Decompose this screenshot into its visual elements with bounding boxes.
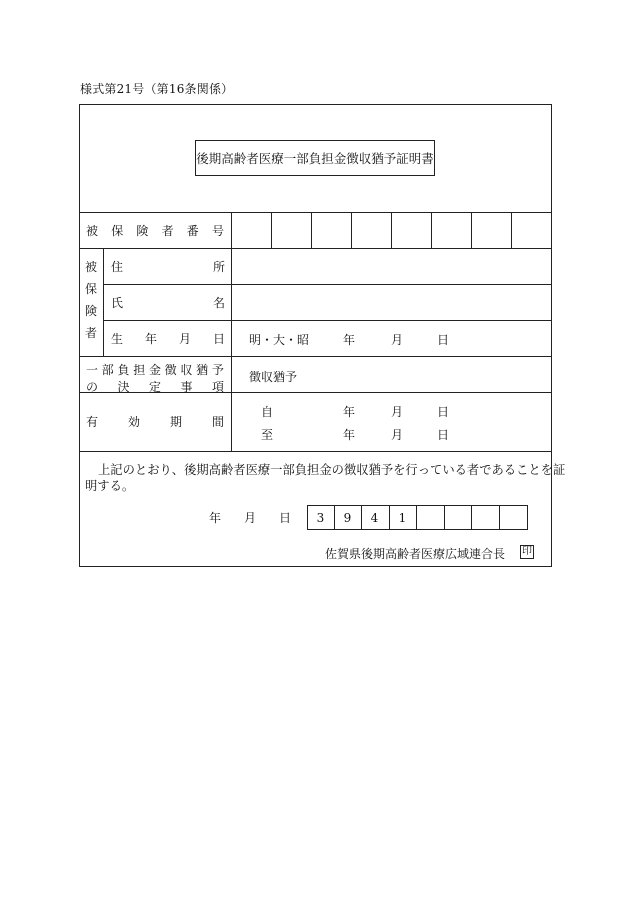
- certification-text-line2: 明する。: [85, 479, 135, 493]
- issuer-code-digit: [471, 506, 498, 529]
- issuer-code-digit: [499, 506, 526, 529]
- issuer-code-digit: [444, 506, 471, 529]
- issuer-name: 佐賀県後期高齢者医療広域連合長: [325, 547, 506, 561]
- decision-label: 一 部 負 担 金 徴 収 猶 予 の 決 定 事 項: [86, 363, 224, 394]
- name-label: 氏 名: [111, 295, 225, 310]
- validity-to-year: 年: [343, 428, 356, 442]
- issue-date-year: 年: [209, 511, 222, 525]
- validity-from-year: 年: [343, 405, 356, 419]
- validity-label: 有 効 期 間: [86, 415, 224, 429]
- decision-value: 徴収猶予: [249, 370, 298, 384]
- birthdate-year: 年: [343, 333, 356, 347]
- validity-from-month: 月: [391, 405, 404, 419]
- seal-mark: 印: [522, 546, 532, 557]
- birthdate-label: 生 年 月 日: [111, 331, 225, 346]
- certification-text-line1: 上記のとおり、後期高齢者医療一部負担金の徴収猶予を行っている者であることを証: [98, 463, 566, 477]
- issue-date-day: 日: [279, 511, 292, 525]
- divider-validity: [79, 451, 552, 452]
- issuer-code-digit: 3: [316, 510, 325, 525]
- address-label: 住 所: [111, 259, 225, 274]
- issue-date-month: 月: [244, 511, 257, 525]
- issuer-code-digit: 9: [343, 510, 352, 525]
- birthdate-month: 月: [391, 333, 404, 347]
- birthdate-era: 明・大・昭: [249, 333, 310, 347]
- validity-to-prefix: 至: [261, 428, 274, 442]
- validity-to-day: 日: [437, 428, 450, 442]
- insured-person-label: 被 保 険 者: [84, 260, 97, 340]
- issuer-code-digit: [416, 506, 443, 529]
- issuer-code-digit: 4: [370, 510, 379, 525]
- label-column-divider: [231, 212, 232, 451]
- insured-number-label: 被 保 険 者 番 号: [86, 223, 224, 238]
- validity-from-day: 日: [437, 405, 450, 419]
- validity-from-prefix: 自: [261, 405, 274, 419]
- validity-to-month: 月: [391, 428, 404, 442]
- insured-group-divider: [103, 248, 104, 356]
- issuer-code-digit: 1: [398, 510, 407, 525]
- document-title: 後期高齢者医療一部負担金徴収猶予証明書: [195, 140, 435, 176]
- form-number: 様式第21号（第16条関係）: [80, 82, 234, 96]
- divider-birthdate: [79, 356, 552, 357]
- birthdate-day: 日: [437, 333, 450, 347]
